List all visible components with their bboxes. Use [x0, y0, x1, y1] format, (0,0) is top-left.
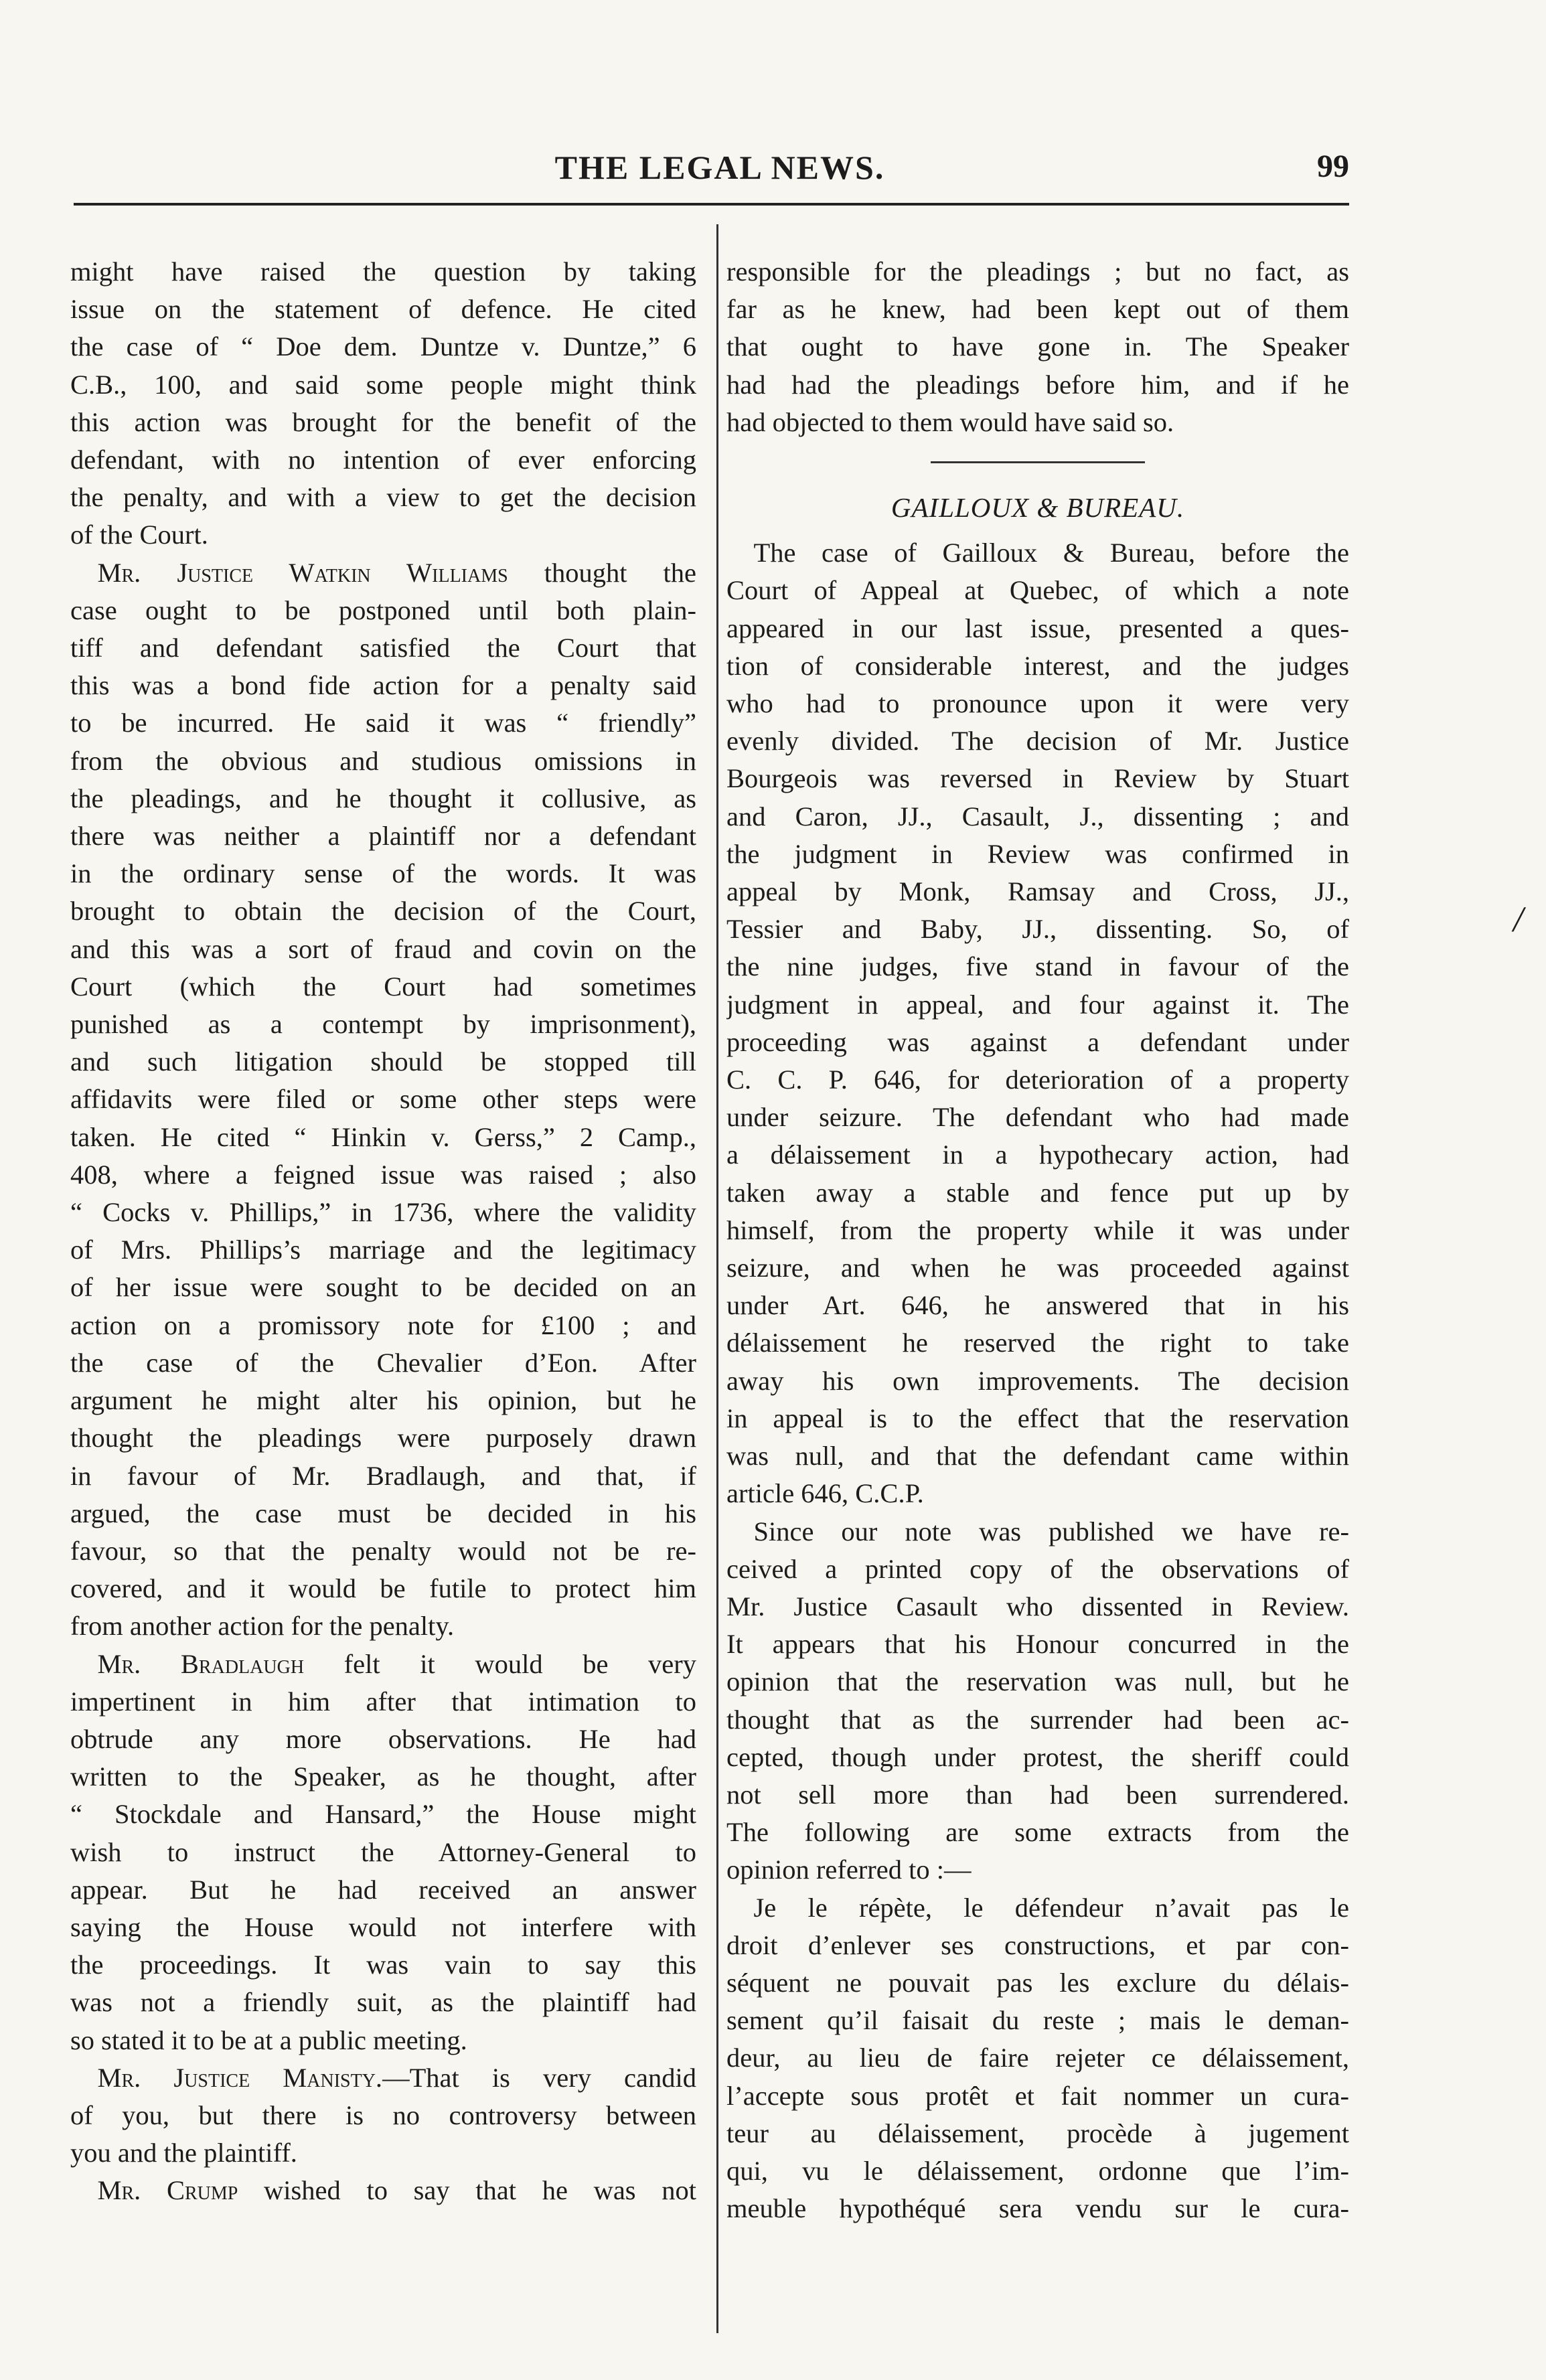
text-line: covered, and it would be futile to protect him — [70, 1573, 696, 1604]
text-line: of you, but there is no controversy between — [70, 2099, 696, 2130]
text-line: Court of Appeal at Quebec, of which a note — [726, 575, 1349, 606]
text-line: punished as a contempt by imprisonment), — [70, 1009, 696, 1040]
text-line: favour, so that the penalty would not be re- — [70, 1535, 696, 1566]
text-line: this action was brought for the benefit of the — [70, 406, 696, 437]
text-line: the penalty, and with a view to get the decision — [70, 482, 696, 513]
text-fragment: wished to say that he was not — [264, 2175, 696, 2206]
text-line: appeal by Monk, Ramsay and Cross, JJ., — [726, 876, 1349, 907]
text-line — [70, 554, 696, 592]
text-line: and this was a sort of fraud and covin on the — [70, 933, 696, 964]
text-line: was null, and that the defendant came within — [726, 1441, 1349, 1472]
text-line: thought the pleadings were purposely drawn — [70, 1423, 696, 1453]
text-line: himself, from the property while it was under — [726, 1214, 1349, 1245]
text-line: of Mrs. Phillips’s marriage and the legitimacy — [70, 1235, 696, 1265]
right-paragraph-1 — [726, 253, 1349, 441]
text-line: and such litigation should be stopped till — [70, 1046, 696, 1077]
text-line: in the ordinary sense of the words. It was — [70, 858, 696, 889]
text-line: in appeal is to the effect that the reservation — [726, 1403, 1349, 1433]
text-fragment: felt it would be very — [343, 1648, 696, 1679]
text-line: saying the House would not interfere with — [70, 1911, 696, 1942]
header-rule — [74, 203, 1349, 206]
text-line: C.B., 100, and said some people might think — [70, 369, 696, 400]
text-line: you and the plaintiff. — [70, 2138, 297, 2168]
text-line: who had to pronounce upon it were very — [726, 688, 1349, 719]
running-title: THE LEGAL NEWS. — [554, 149, 885, 186]
text-fragment: Since our note was published we have re- — [753, 1516, 1349, 1546]
text-line: proceeding was against a defendant under — [726, 1026, 1349, 1057]
text-line: “ Cocks v. Phillips,” in 1736, where the validity — [70, 1197, 696, 1228]
text-line: written to the Speaker, as he thought, after — [70, 1761, 696, 1792]
text-line: ceived a printed copy of the observations of — [726, 1553, 1349, 1584]
right-paragraph-2 — [726, 534, 1349, 1512]
text-line: might have raised the question by taking — [70, 256, 696, 287]
text-line: so stated it to be at a public meeting. — [70, 2025, 467, 2055]
text-line: brought to obtain the decision of the Court, — [70, 896, 696, 927]
text-line — [70, 2059, 696, 2097]
text-line: not sell more than had been surrendered. — [726, 1779, 1349, 1810]
text-line: had had the pleadings before him, and if he — [726, 369, 1349, 400]
text-line: appeared in our last issue, presented a ques- — [726, 613, 1349, 643]
text-line: argument he might alter his opinion, but he — [70, 1385, 696, 1416]
margin-annotation: / — [1513, 899, 1524, 939]
text-line: taken away a stable and fence put up by — [726, 1177, 1349, 1208]
page-number: 99 — [1317, 149, 1349, 184]
page-header — [74, 144, 1366, 191]
text-line: 408, where a feigned issue was raised ; also — [70, 1159, 696, 1190]
text-line: argued, the case must be decided in his — [70, 1498, 696, 1528]
text-line: thought that as the surrender had been ac- — [726, 1704, 1349, 1735]
text-line: action on a promissory note for £100 ; and — [70, 1310, 696, 1340]
text-fragment: The case of Gailloux & Bureau, before the — [753, 538, 1349, 568]
text-fragment: Je le répète, le défendeur n’avait pas le — [753, 1892, 1349, 1923]
text-line: séquent ne pouvait pas les exclure du délais- — [726, 1967, 1349, 1998]
text-line: evenly divided. The decision of Mr. Justice — [726, 726, 1349, 757]
text-line: cepted, though under protest, the sheriff could — [726, 1741, 1349, 1772]
column-divider — [716, 224, 718, 2333]
section-separator — [931, 461, 1145, 463]
text-line: under seizure. The defendant who had made — [726, 1102, 1349, 1133]
text-line: Bourgeois was reversed in Review by Stuart — [726, 763, 1349, 794]
text-line: sement qu’il faisait du reste ; mais le deman- — [726, 2005, 1349, 2036]
text-line: obtrude any more observations. He had — [70, 1723, 696, 1754]
text-line: was not a friendly suit, as the plaintiff had — [70, 1987, 696, 2018]
text-line: the nine judges, five stand in favour of the — [726, 951, 1349, 982]
text-line: taken. He cited “ Hinkin v. Gerss,” 2 Camp., — [70, 1121, 696, 1152]
text-line: far as he knew, had been kept out of them — [726, 294, 1349, 325]
text-line: and Caron, JJ., Casault, J., dissenting ; and — [726, 801, 1349, 831]
text-line: teur au délaissement, procède à jugement — [726, 2118, 1349, 2148]
text-line — [70, 1646, 696, 1683]
left-column — [70, 253, 696, 2210]
text-line: délaissement he reserved the right to take — [726, 1328, 1349, 1358]
text-line: droit d’enlever ses constructions, et par con- — [726, 1929, 1349, 1960]
text-line: judgment in appeal, and four against it. The — [726, 989, 1349, 1020]
text-line: the proceedings. It was vain to say this — [70, 1950, 696, 1980]
text-line: in favour of Mr. Bradlaugh, and that, if — [70, 1460, 696, 1491]
text-line: away his own improvements. The decision — [726, 1365, 1349, 1396]
text-line: tiff and defendant satisfied the Court that — [70, 633, 696, 663]
text-line: deur, au lieu de faire rejeter ce délaissement, — [726, 2043, 1349, 2073]
left-paragraph-5 — [70, 2172, 696, 2209]
text-line: the pleadings, and he thought it collusive, as — [70, 783, 696, 813]
text-line: impertinent in him after that intimation to — [70, 1686, 696, 1717]
text-line: had objected to them would have said so. — [726, 406, 1174, 437]
text-line: Tessier and Baby, JJ., dissenting. So, of — [726, 914, 1349, 945]
text-line: opinion that the reservation was null, but he — [726, 1666, 1349, 1697]
text-line: affidavits were filed or some other steps were — [70, 1084, 696, 1115]
text-line: Court (which the Court had sometimes — [70, 971, 696, 1002]
section-heading: GAILLOUX & BUREAU. — [891, 492, 1185, 524]
speaker-name: Mr. Justice Watkin Williams — [97, 557, 508, 588]
right-column — [726, 253, 1349, 2227]
text-line: the case of the Chevalier d’Eon. After — [70, 1347, 696, 1378]
right-paragraph-3 — [726, 1513, 1349, 1889]
text-line: issue on the statement of defence. He cited — [70, 294, 696, 325]
text-line: of her issue were sought to be decided on an — [70, 1272, 696, 1303]
text-line — [726, 534, 1349, 572]
text-line: tion of considerable interest, and the judges — [726, 650, 1349, 681]
speaker-name: Mr. Bradlaugh — [97, 1648, 305, 1679]
text-line: the judgment in Review was confirmed in — [726, 838, 1349, 869]
text-line: there was neither a plaintiff nor a defendant — [70, 821, 696, 852]
left-paragraph-4 — [70, 2059, 696, 2172]
speaker-name: Mr. Crump — [97, 2175, 238, 2206]
text-line: the case of “ Doe dem. Duntze v. Duntze,” 6 — [70, 331, 696, 362]
text-line: of the Court. — [70, 520, 208, 550]
text-line: It appears that his Honour concurred in the — [726, 1629, 1349, 1660]
text-line: case ought to be postponed until both plain- — [70, 594, 696, 625]
text-line: The following are some extracts from the — [726, 1817, 1349, 1848]
left-paragraph-2 — [70, 554, 696, 1646]
text-line: from the obvious and studious omissions in — [70, 745, 696, 776]
text-line: to be incurred. He said it was “ friendly” — [70, 708, 696, 738]
text-line — [726, 1513, 1349, 1551]
text-line: under Art. 646, he answered that in his — [726, 1290, 1349, 1321]
text-line: qui, vu le délaissement, ordonne que l’im- — [726, 2155, 1349, 2186]
text-line — [70, 2172, 696, 2209]
left-paragraph-1 — [70, 253, 696, 554]
text-line: this was a bond fide action for a penalty said — [70, 670, 696, 701]
text-line: meuble hypothéqué sera vendu sur le cura- — [726, 2193, 1349, 2224]
text-line: article 646, C.C.P. — [726, 1478, 924, 1509]
text-line: “ Stockdale and Hansard,” the House might — [70, 1799, 696, 1830]
text-line: defendant, with no intention of ever enforcing — [70, 445, 696, 475]
right-paragraph-4 — [726, 1889, 1349, 2228]
left-paragraph-3 — [70, 1646, 696, 2059]
text-line: wish to instruct the Attorney-General to — [70, 1836, 696, 1867]
text-line: Mr. Justice Casault who dissented in Review. — [726, 1591, 1349, 1621]
text-line: C. C. P. 646, for deterioration of a property — [726, 1064, 1349, 1095]
text-fragment: thought the — [544, 557, 696, 588]
text-line: responsible for the pleadings ; but no fact, as — [726, 256, 1349, 287]
text-line: from another action for the penalty. — [70, 1611, 455, 1642]
speaker-name: Mr. Justice Manisty. — [97, 2062, 383, 2093]
text-line — [726, 1889, 1349, 1927]
text-line: appear. But he had received an answer — [70, 1874, 696, 1905]
text-line: that ought to have gone in. The Speaker — [726, 331, 1349, 362]
text-line: a délaissement in a hypothecary action, had — [726, 1139, 1349, 1170]
text-line: l’accepte sous protêt et fait nommer un cura- — [726, 2080, 1349, 2111]
text-fragment: —That is very candid — [382, 2062, 696, 2093]
text-line: opinion referred to :— — [726, 1854, 972, 1885]
text-line: seizure, and when he was proceeded against — [726, 1253, 1349, 1283]
